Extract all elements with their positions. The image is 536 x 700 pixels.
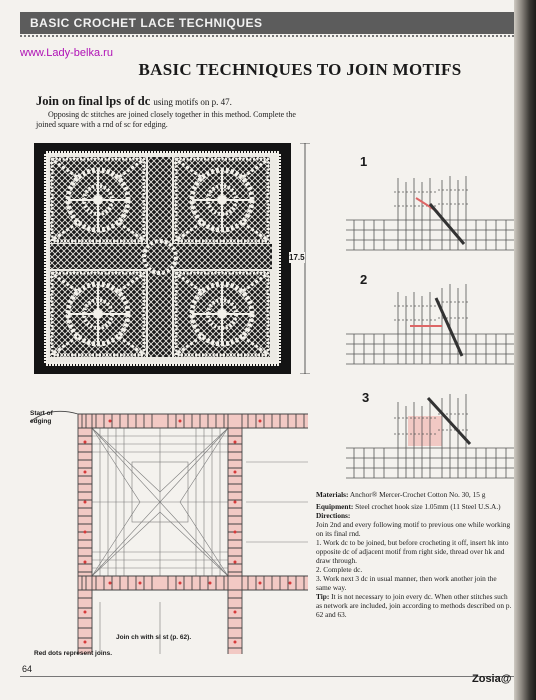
site-url-link[interactable]: www.Lady-belka.ru [20,47,113,59]
step-figure-2 [346,278,514,370]
watermark: Zosia@ [472,673,512,685]
materials-block [316,490,512,619]
crochet-chart [30,402,314,662]
page-header [0,0,514,44]
direction-step: 2. Complete dc. [316,565,363,574]
dimension-label: 17.5 [289,253,305,262]
footer-rule [20,676,514,677]
direction-step: 3. Work next 3 dc in usual manner, then work another join the same way. [316,574,497,592]
red-dots-label: Red dots represent joins. [34,650,113,657]
equipment-text: Steel crochet hook size 1.05mm (11 Steel U.S.A.) [355,502,501,511]
step-number-2: 2 [360,272,368,287]
subtitle-ref: using motifs on p. 47. [153,97,232,107]
direction-step: Join 2nd and every following motif to previous one while working on its final rnd. [316,520,511,538]
step-figure-3 [346,388,514,484]
start-of-edging-label: Start of edging [30,410,53,425]
directions-label: Directions: [316,511,351,520]
lace-square-photo [34,143,291,374]
intro-paragraph: Opposing dc stitches are joined closely together in this method. Complete the joined square with a rnd of sc for edging. [36,110,296,129]
subtitle-main: Join on final lps of dc [36,94,151,108]
lace-photo-graphic [34,143,291,374]
step-figure-1 [346,168,514,258]
join-ch-label: Join ch with sl st (p. 62). [116,634,192,641]
section-subtitle [36,94,232,109]
tip-label: Tip: [316,592,330,601]
step-number-3: 3 [362,390,370,405]
tip-text: It is not necessary to join every dc. When other stitches such as network are included, join according to methods described on p. 62 and 63. [316,592,512,619]
page-number: 64 [22,664,33,674]
header-dotted-rule [20,35,514,39]
materials-label: Materials: [316,490,349,499]
page-title: BASIC TECHNIQUES TO JOIN MOTIFS [138,60,462,79]
step-number-1: 1 [360,154,368,169]
direction-step: 1. Work dc to be joined, but before crocheting it off, insert hk into opposite dc of adjacent motif from right side, thread over hk and draw through. [316,538,509,565]
header-title: BASIC CROCHET LACE TECHNIQUES [30,16,263,30]
book-spine-shadow [514,0,536,700]
equipment-label: Equipment: [316,502,354,511]
materials-text: Anchor® Mercer-Crochet Cotton No. 30, 15 g [349,490,486,499]
